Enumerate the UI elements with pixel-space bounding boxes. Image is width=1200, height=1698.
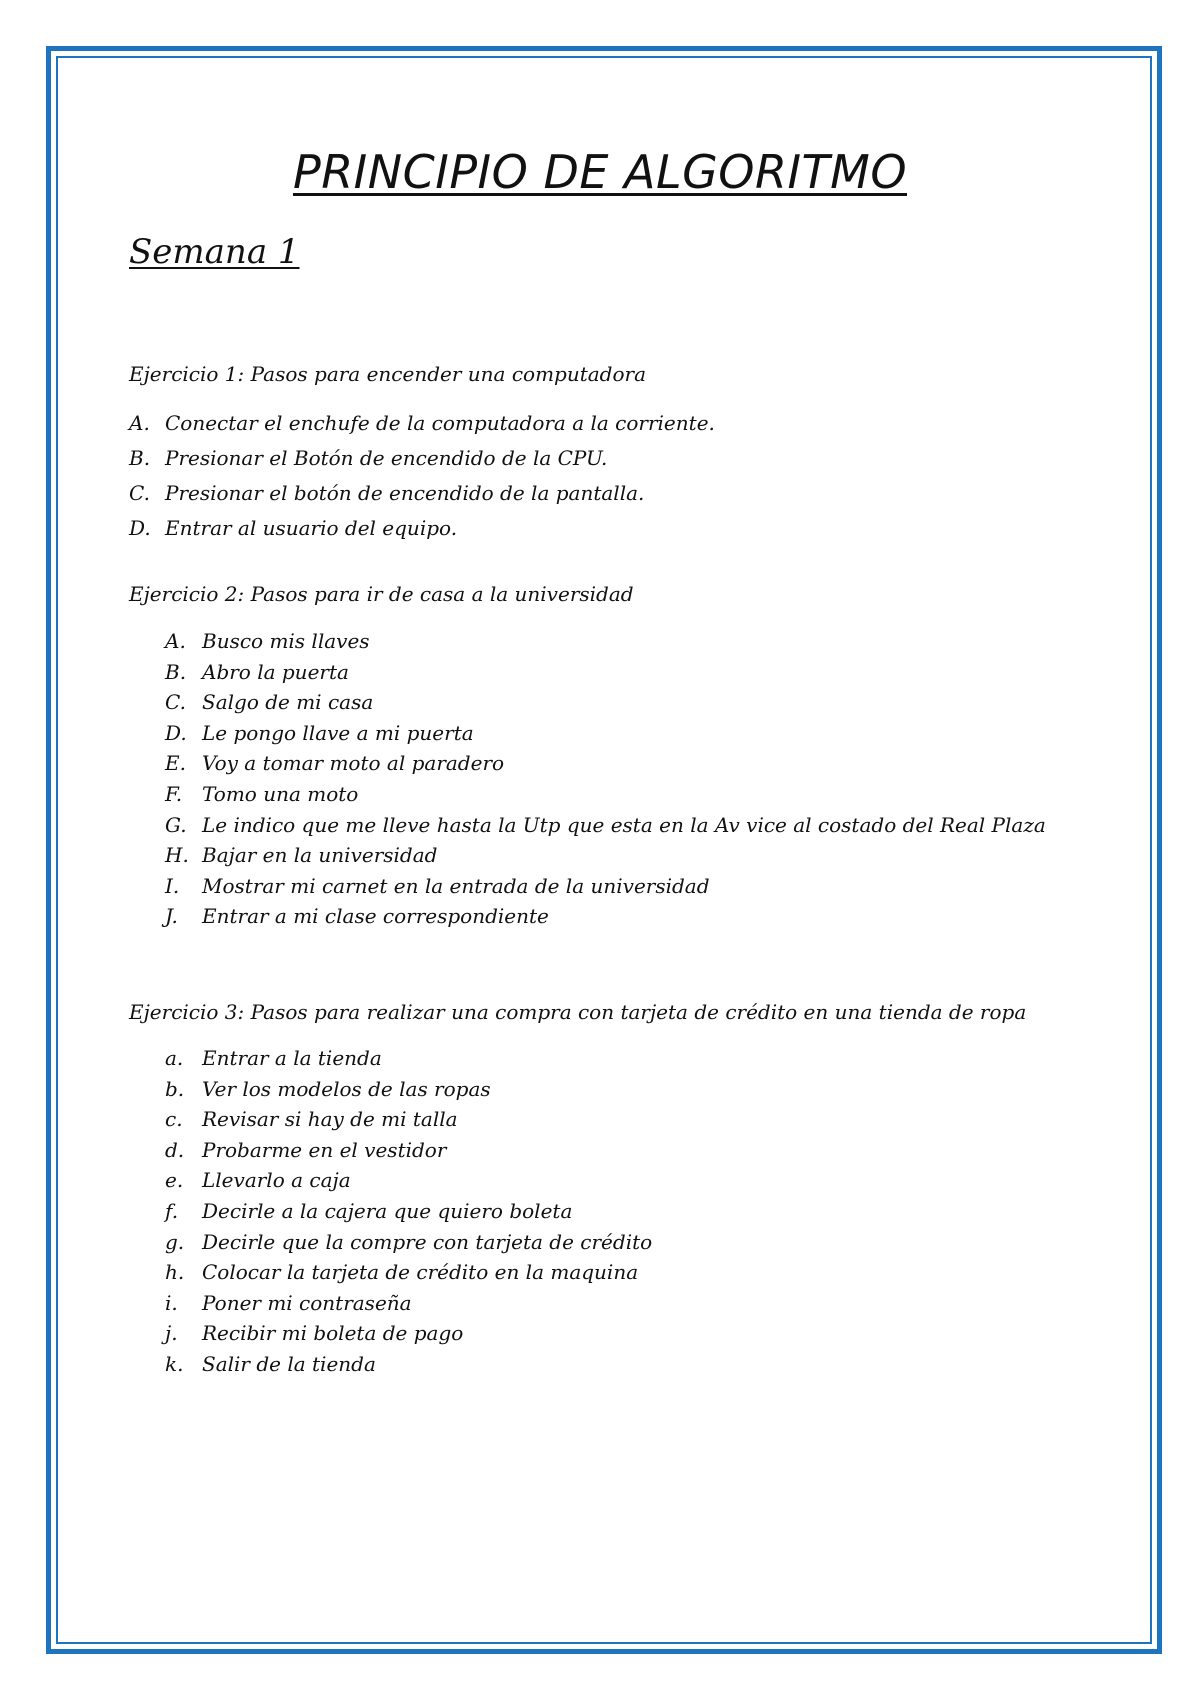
exercise-2-heading: Ejercicio 2: Pasos para ir de casa a la universidad	[129, 582, 634, 606]
list-marker: a.	[165, 1046, 184, 1070]
list-item	[165, 1074, 652, 1105]
list-item-text: Llevarlo a caja	[202, 1168, 351, 1193]
list-item	[165, 871, 1046, 902]
list-marker: C.	[129, 481, 150, 505]
list-item-text: Entrar a la tienda	[202, 1046, 382, 1070]
list-item	[165, 1318, 652, 1349]
list-item-text: Entrar al usuario del equipo.	[165, 516, 458, 540]
list-marker: I.	[165, 873, 180, 898]
list-item-text: Abro la puerta	[202, 659, 349, 684]
list-marker: B.	[129, 446, 151, 470]
list-item-text: Conectar el enchufe de la computadora a la corriente.	[165, 411, 715, 435]
list-item	[165, 1257, 652, 1288]
list-item	[165, 687, 1046, 718]
list-item	[165, 779, 1046, 810]
list-item-text: Decirle a la cajera que quiero boleta	[202, 1198, 573, 1223]
list-item-text: Salir de la tienda	[202, 1351, 376, 1376]
exercise-1-heading: Ejercicio 1: Pasos para encender una computadora	[129, 362, 647, 386]
week-heading: Semana 1	[129, 232, 300, 272]
list-marker: G.	[165, 812, 187, 837]
list-item	[165, 901, 1046, 932]
list-item-text: Revisar si hay de mi talla	[202, 1107, 458, 1132]
list-marker: g.	[165, 1229, 185, 1254]
list-item	[165, 810, 1046, 841]
list-item	[165, 657, 1046, 688]
list-item	[165, 748, 1046, 779]
list-marker: b.	[165, 1076, 185, 1101]
list-marker: J.	[165, 904, 178, 929]
list-marker: E.	[165, 751, 186, 776]
exercise-3-heading: Ejercicio 3: Pasos para realizar una compra con tarjeta de crédito en una tienda de ropa	[129, 1000, 1027, 1024]
list-marker: F.	[165, 781, 183, 806]
exercise-1-list	[129, 406, 715, 546]
list-item-text: Voy a tomar moto al paradero	[202, 751, 505, 776]
list-marker: j.	[165, 1321, 178, 1346]
list-item-text: Ver los modelos de las ropas	[202, 1076, 491, 1101]
list-item	[165, 840, 1046, 871]
list-item	[129, 511, 715, 546]
list-item-text: Busco mis llaves	[202, 629, 370, 653]
list-marker: c.	[165, 1107, 183, 1132]
list-item-text: Recibir mi boleta de pago	[202, 1321, 464, 1346]
list-marker: e.	[165, 1168, 184, 1193]
list-marker: H.	[165, 843, 189, 868]
list-item	[165, 1043, 652, 1074]
list-marker: h.	[165, 1260, 185, 1285]
list-item	[165, 1104, 652, 1135]
list-item-text: Le pongo llave a mi puerta	[202, 720, 474, 745]
list-item-text: Presionar el Botón de encendido de la CPU.	[165, 446, 608, 470]
list-item-text: Entrar a mi clase correspondiente	[202, 904, 549, 929]
list-item	[165, 1135, 652, 1166]
list-item-text: Le indico que me lleve hasta la Utp que esta en la Av vice al costado del Real Plaza	[202, 812, 1046, 837]
exercise-3-list	[165, 1043, 652, 1380]
list-item	[129, 441, 715, 476]
list-item-text: Mostrar mi carnet en la entrada de la universidad	[202, 873, 710, 898]
list-item	[165, 718, 1046, 749]
list-marker: B.	[165, 659, 187, 684]
list-item	[129, 406, 715, 441]
list-marker: k.	[165, 1351, 184, 1376]
list-item-text: Poner mi contraseña	[202, 1290, 412, 1315]
list-marker: A.	[165, 629, 186, 653]
list-item	[165, 1196, 652, 1227]
list-marker: i.	[165, 1290, 178, 1315]
exercise-2-list	[165, 626, 1046, 932]
list-marker: D.	[129, 516, 151, 540]
list-marker: D.	[165, 720, 187, 745]
list-item	[165, 1349, 652, 1380]
list-item-text: Colocar la tarjeta de crédito en la maquina	[202, 1260, 639, 1285]
list-item-text: Bajar en la universidad	[202, 843, 438, 868]
list-item-text: Presionar el botón de encendido de la pantalla.	[165, 481, 645, 505]
list-item-text: Probarme en el vestidor	[202, 1137, 447, 1162]
list-item	[129, 476, 715, 511]
list-marker: f.	[165, 1198, 179, 1223]
list-marker: A.	[129, 411, 150, 435]
list-item-text: Salgo de mi casa	[202, 690, 374, 715]
list-item-text: Decirle que la compre con tarjeta de crédito	[202, 1229, 653, 1254]
list-item	[165, 1227, 652, 1258]
list-item	[165, 1165, 652, 1196]
list-marker: C.	[165, 690, 186, 715]
list-item	[165, 626, 1046, 657]
list-item-text: Tomo una moto	[202, 781, 359, 806]
list-marker: d.	[165, 1137, 185, 1162]
document-title: PRINCIPIO DE ALGORITMO	[292, 145, 908, 199]
list-item	[165, 1288, 652, 1319]
